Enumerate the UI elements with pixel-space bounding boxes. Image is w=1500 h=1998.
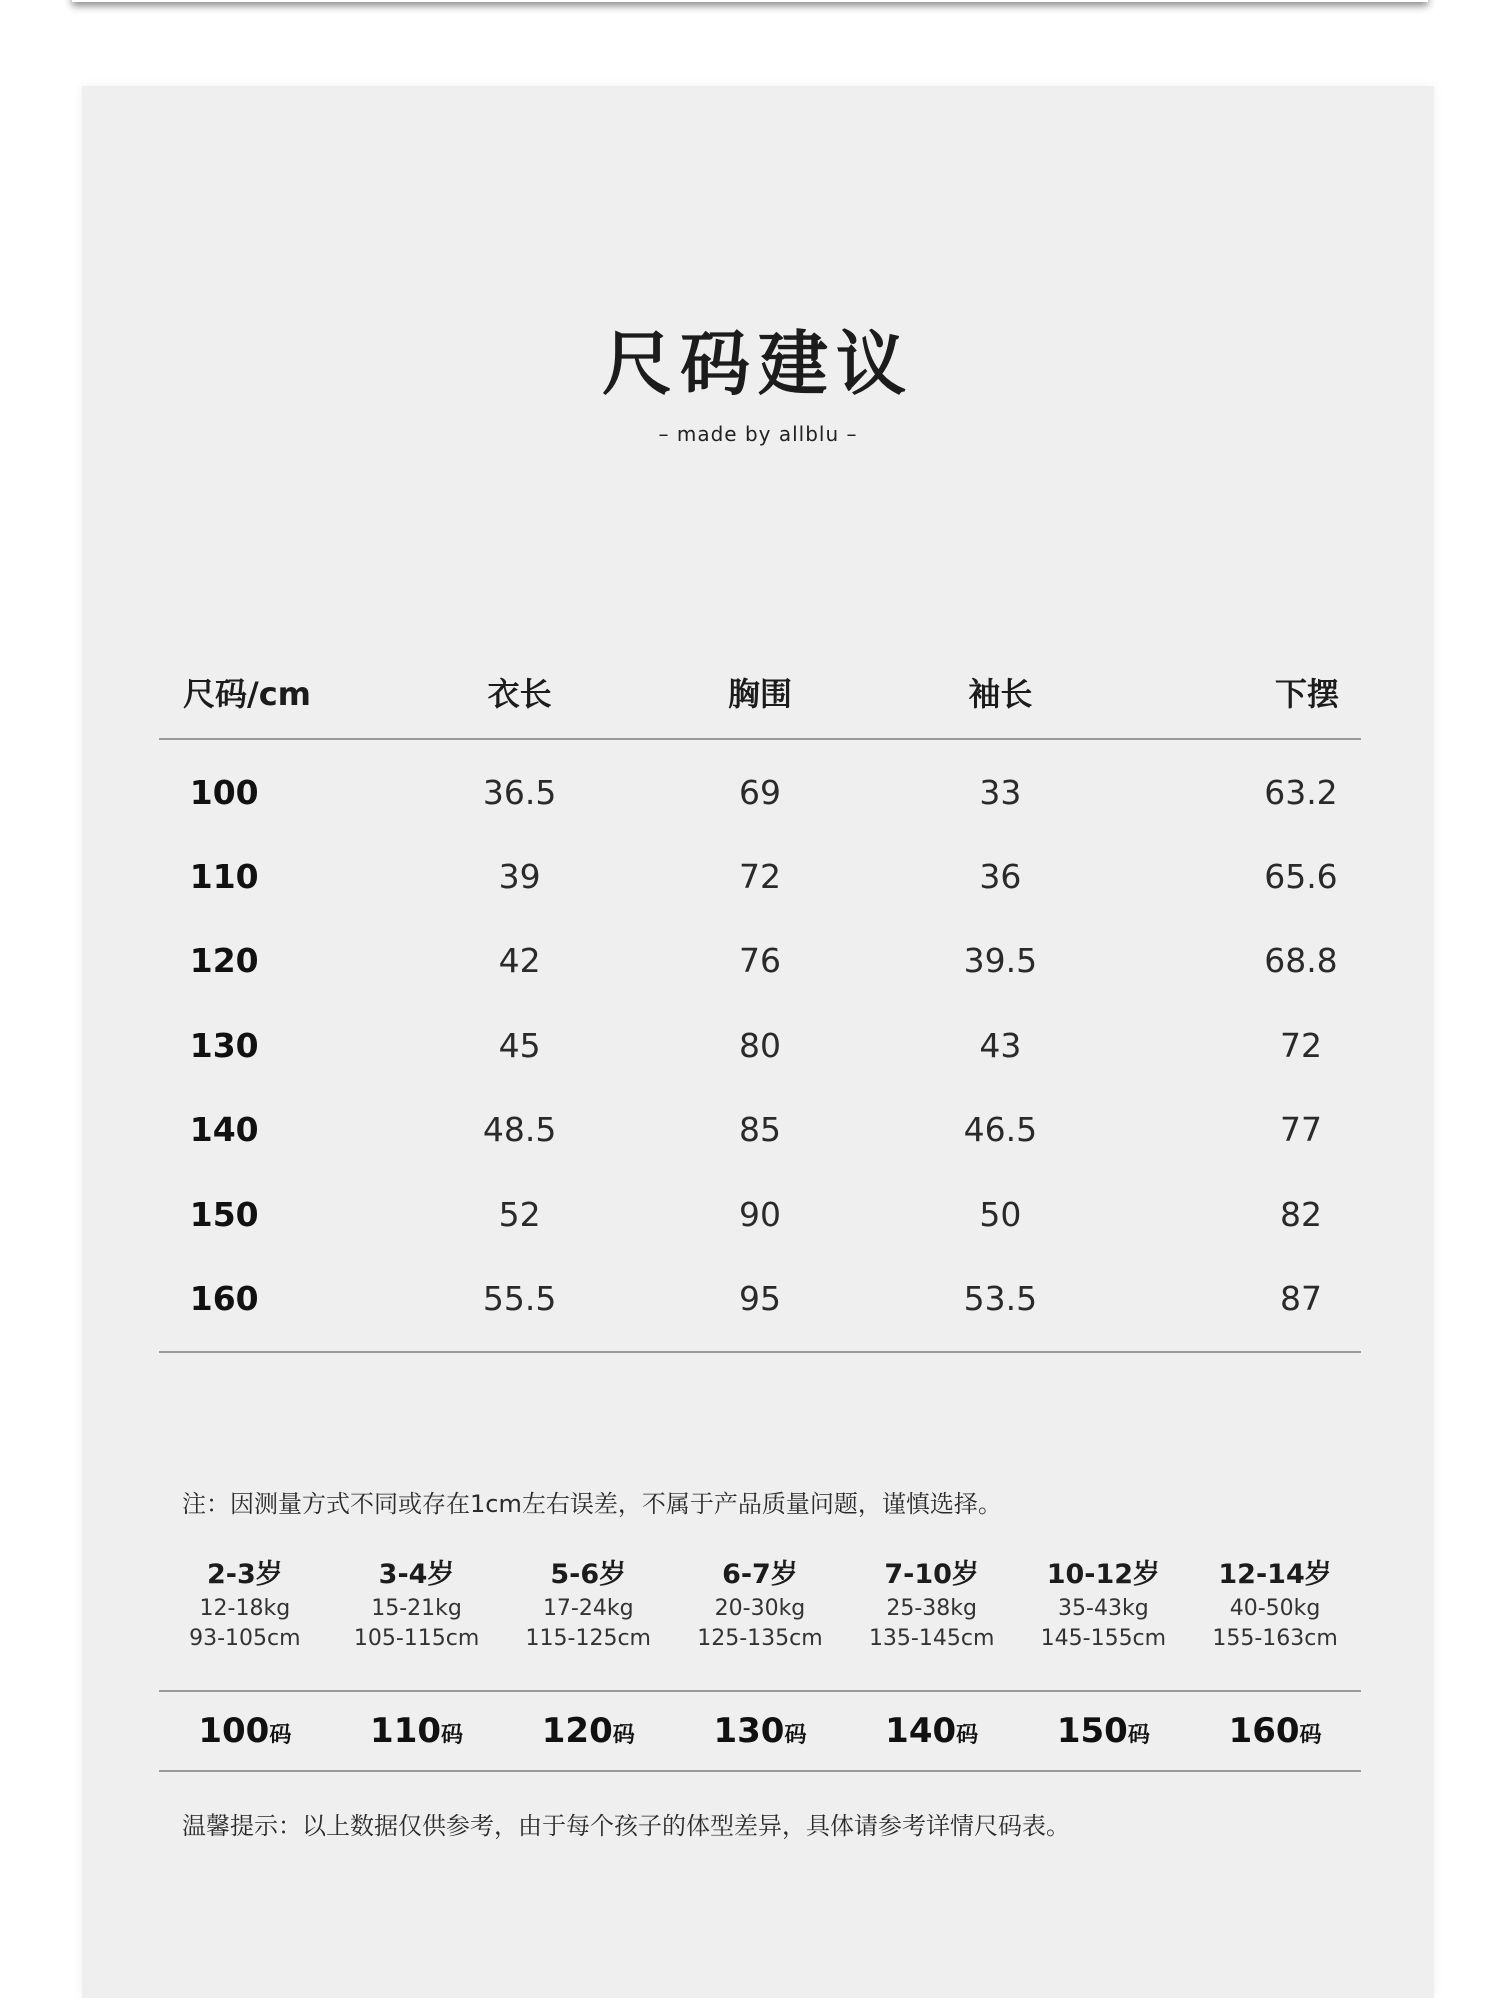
weight-range: 12-18kg — [199, 1596, 291, 1621]
value-cell: 80 — [738, 1025, 781, 1065]
size-guide-card — [82, 86, 1434, 1998]
value-cell-text: 63.2 — [1264, 772, 1338, 812]
value-cell-text: 68.8 — [1264, 941, 1338, 981]
value-cell-text: 87 — [1279, 1279, 1322, 1319]
size-cell: 150 — [189, 1194, 259, 1234]
size-cell: 100 — [189, 772, 259, 812]
height-range: 105-115cm — [353, 1626, 480, 1651]
value-cell: 33 — [979, 772, 1022, 812]
age-column — [846, 1556, 1018, 1654]
value-cell-text: 65.6 — [1264, 857, 1338, 897]
weight-range: 20-30kg — [714, 1596, 806, 1621]
size-code-number: 100 — [198, 1711, 270, 1751]
age-column — [1189, 1556, 1361, 1654]
top-edge-shadow — [72, 0, 1428, 2]
size-code — [1018, 1711, 1190, 1751]
measurement-note: 注：因测量方式不同或存在1cm左右误差，不属于产品质量问题，谨慎选择。 — [182, 1490, 1002, 1518]
value-cell — [1121, 1110, 1361, 1149]
size-table-body — [159, 740, 1361, 1353]
age-label: 12-14岁 — [1218, 1559, 1332, 1590]
value-cell: 72 — [738, 857, 781, 897]
age-column — [331, 1556, 503, 1654]
size-code-unit: 码 — [784, 1723, 807, 1748]
table-row — [159, 919, 1361, 1003]
value-cell — [1121, 1195, 1361, 1234]
size-code-unit: 码 — [269, 1723, 292, 1748]
size-code-unit: 码 — [956, 1723, 979, 1748]
value-cell: 48.5 — [482, 1110, 557, 1150]
age-column — [159, 1556, 331, 1654]
table-row — [159, 1172, 1361, 1256]
value-cell: 45 — [498, 1025, 541, 1065]
table-row — [159, 1003, 1361, 1087]
value-cell-text: 82 — [1279, 1194, 1322, 1234]
size-code — [674, 1711, 846, 1751]
value-cell: 95 — [738, 1279, 781, 1319]
value-cell — [1121, 1279, 1361, 1318]
height-range: 125-135cm — [697, 1626, 823, 1651]
age-label: 5-6岁 — [550, 1559, 627, 1590]
size-code-unit: 码 — [1299, 1723, 1322, 1748]
size-code-number: 130 — [713, 1711, 785, 1751]
table-row — [159, 1088, 1361, 1172]
size-code — [846, 1711, 1018, 1751]
size-cell: 160 — [189, 1279, 259, 1319]
size-table — [159, 646, 1361, 1353]
size-code-unit: 码 — [612, 1723, 635, 1748]
age-label: 3-4岁 — [378, 1559, 455, 1590]
size-code-number: 140 — [885, 1711, 957, 1751]
value-cell: 43 — [979, 1025, 1022, 1065]
value-cell: 39.5 — [963, 941, 1038, 981]
value-cell: 39 — [498, 857, 541, 897]
value-cell: 90 — [738, 1194, 781, 1234]
size-code-row — [159, 1690, 1361, 1772]
page-subtitle: – made by allblu – — [658, 422, 858, 446]
header-size: 尺码/cm — [183, 675, 312, 713]
tips-note: 温馨提示：以上数据仅供参考，由于每个孩子的体型差异，具体请参考详情尺码表。 — [182, 1812, 1070, 1840]
size-code — [331, 1711, 503, 1751]
size-code-number: 160 — [1228, 1711, 1300, 1751]
height-range: 155-163cm — [1212, 1626, 1338, 1651]
value-cell-text: 77 — [1279, 1110, 1322, 1150]
header-hem: 下摆 — [1274, 675, 1339, 713]
value-cell: 36.5 — [482, 772, 557, 812]
value-cell: 69 — [738, 772, 781, 812]
value-cell — [1121, 773, 1361, 812]
age-label: 10-12岁 — [1046, 1559, 1161, 1590]
age-column — [502, 1556, 674, 1654]
size-code-unit: 码 — [441, 1723, 464, 1748]
value-cell — [1121, 857, 1361, 896]
age-reference-row — [159, 1556, 1361, 1654]
header-sleeve: 袖长 — [968, 675, 1033, 713]
weight-range: 15-21kg — [371, 1596, 462, 1621]
value-cell: 36 — [979, 857, 1022, 897]
header-length: 衣长 — [487, 675, 552, 713]
value-cell-text: 72 — [1279, 1025, 1322, 1065]
height-range: 93-105cm — [189, 1626, 301, 1651]
size-code — [502, 1711, 674, 1751]
size-code-unit: 码 — [1127, 1723, 1150, 1748]
weight-range: 25-38kg — [886, 1596, 977, 1621]
size-cell: 130 — [189, 1025, 259, 1065]
age-column — [674, 1556, 846, 1654]
age-label: 7-10岁 — [884, 1559, 979, 1590]
size-code-number: 150 — [1056, 1711, 1128, 1751]
age-label: 2-3岁 — [206, 1559, 283, 1590]
height-range: 135-145cm — [868, 1626, 995, 1651]
value-cell: 50 — [979, 1194, 1022, 1234]
size-cell: 120 — [189, 941, 259, 981]
size-code-number: 110 — [370, 1711, 442, 1751]
height-range: 145-155cm — [1040, 1626, 1167, 1651]
size-cell: 140 — [189, 1110, 259, 1150]
size-cell: 110 — [189, 857, 259, 897]
table-row — [159, 750, 1361, 834]
value-cell: 55.5 — [482, 1279, 557, 1319]
size-code-number: 120 — [541, 1711, 613, 1751]
page-title: 尺码建议 — [602, 323, 914, 405]
value-cell: 76 — [738, 941, 781, 981]
age-column — [1018, 1556, 1190, 1654]
value-cell — [1121, 1026, 1361, 1065]
table-row — [159, 834, 1361, 918]
value-cell: 85 — [738, 1110, 781, 1150]
size-table-header — [159, 646, 1361, 740]
height-range: 115-125cm — [525, 1626, 651, 1651]
weight-range: 35-43kg — [1058, 1596, 1149, 1621]
weight-range: 17-24kg — [542, 1596, 634, 1621]
value-cell — [1121, 941, 1361, 980]
value-cell: 52 — [498, 1194, 541, 1234]
age-label: 6-7岁 — [722, 1559, 798, 1590]
value-cell: 42 — [498, 941, 541, 981]
weight-range: 40-50kg — [1229, 1596, 1321, 1621]
size-code — [159, 1711, 331, 1751]
table-row — [159, 1256, 1361, 1340]
value-cell: 53.5 — [963, 1279, 1038, 1319]
size-code — [1189, 1711, 1361, 1751]
header-chest: 胸围 — [727, 675, 792, 713]
value-cell: 46.5 — [963, 1110, 1038, 1150]
